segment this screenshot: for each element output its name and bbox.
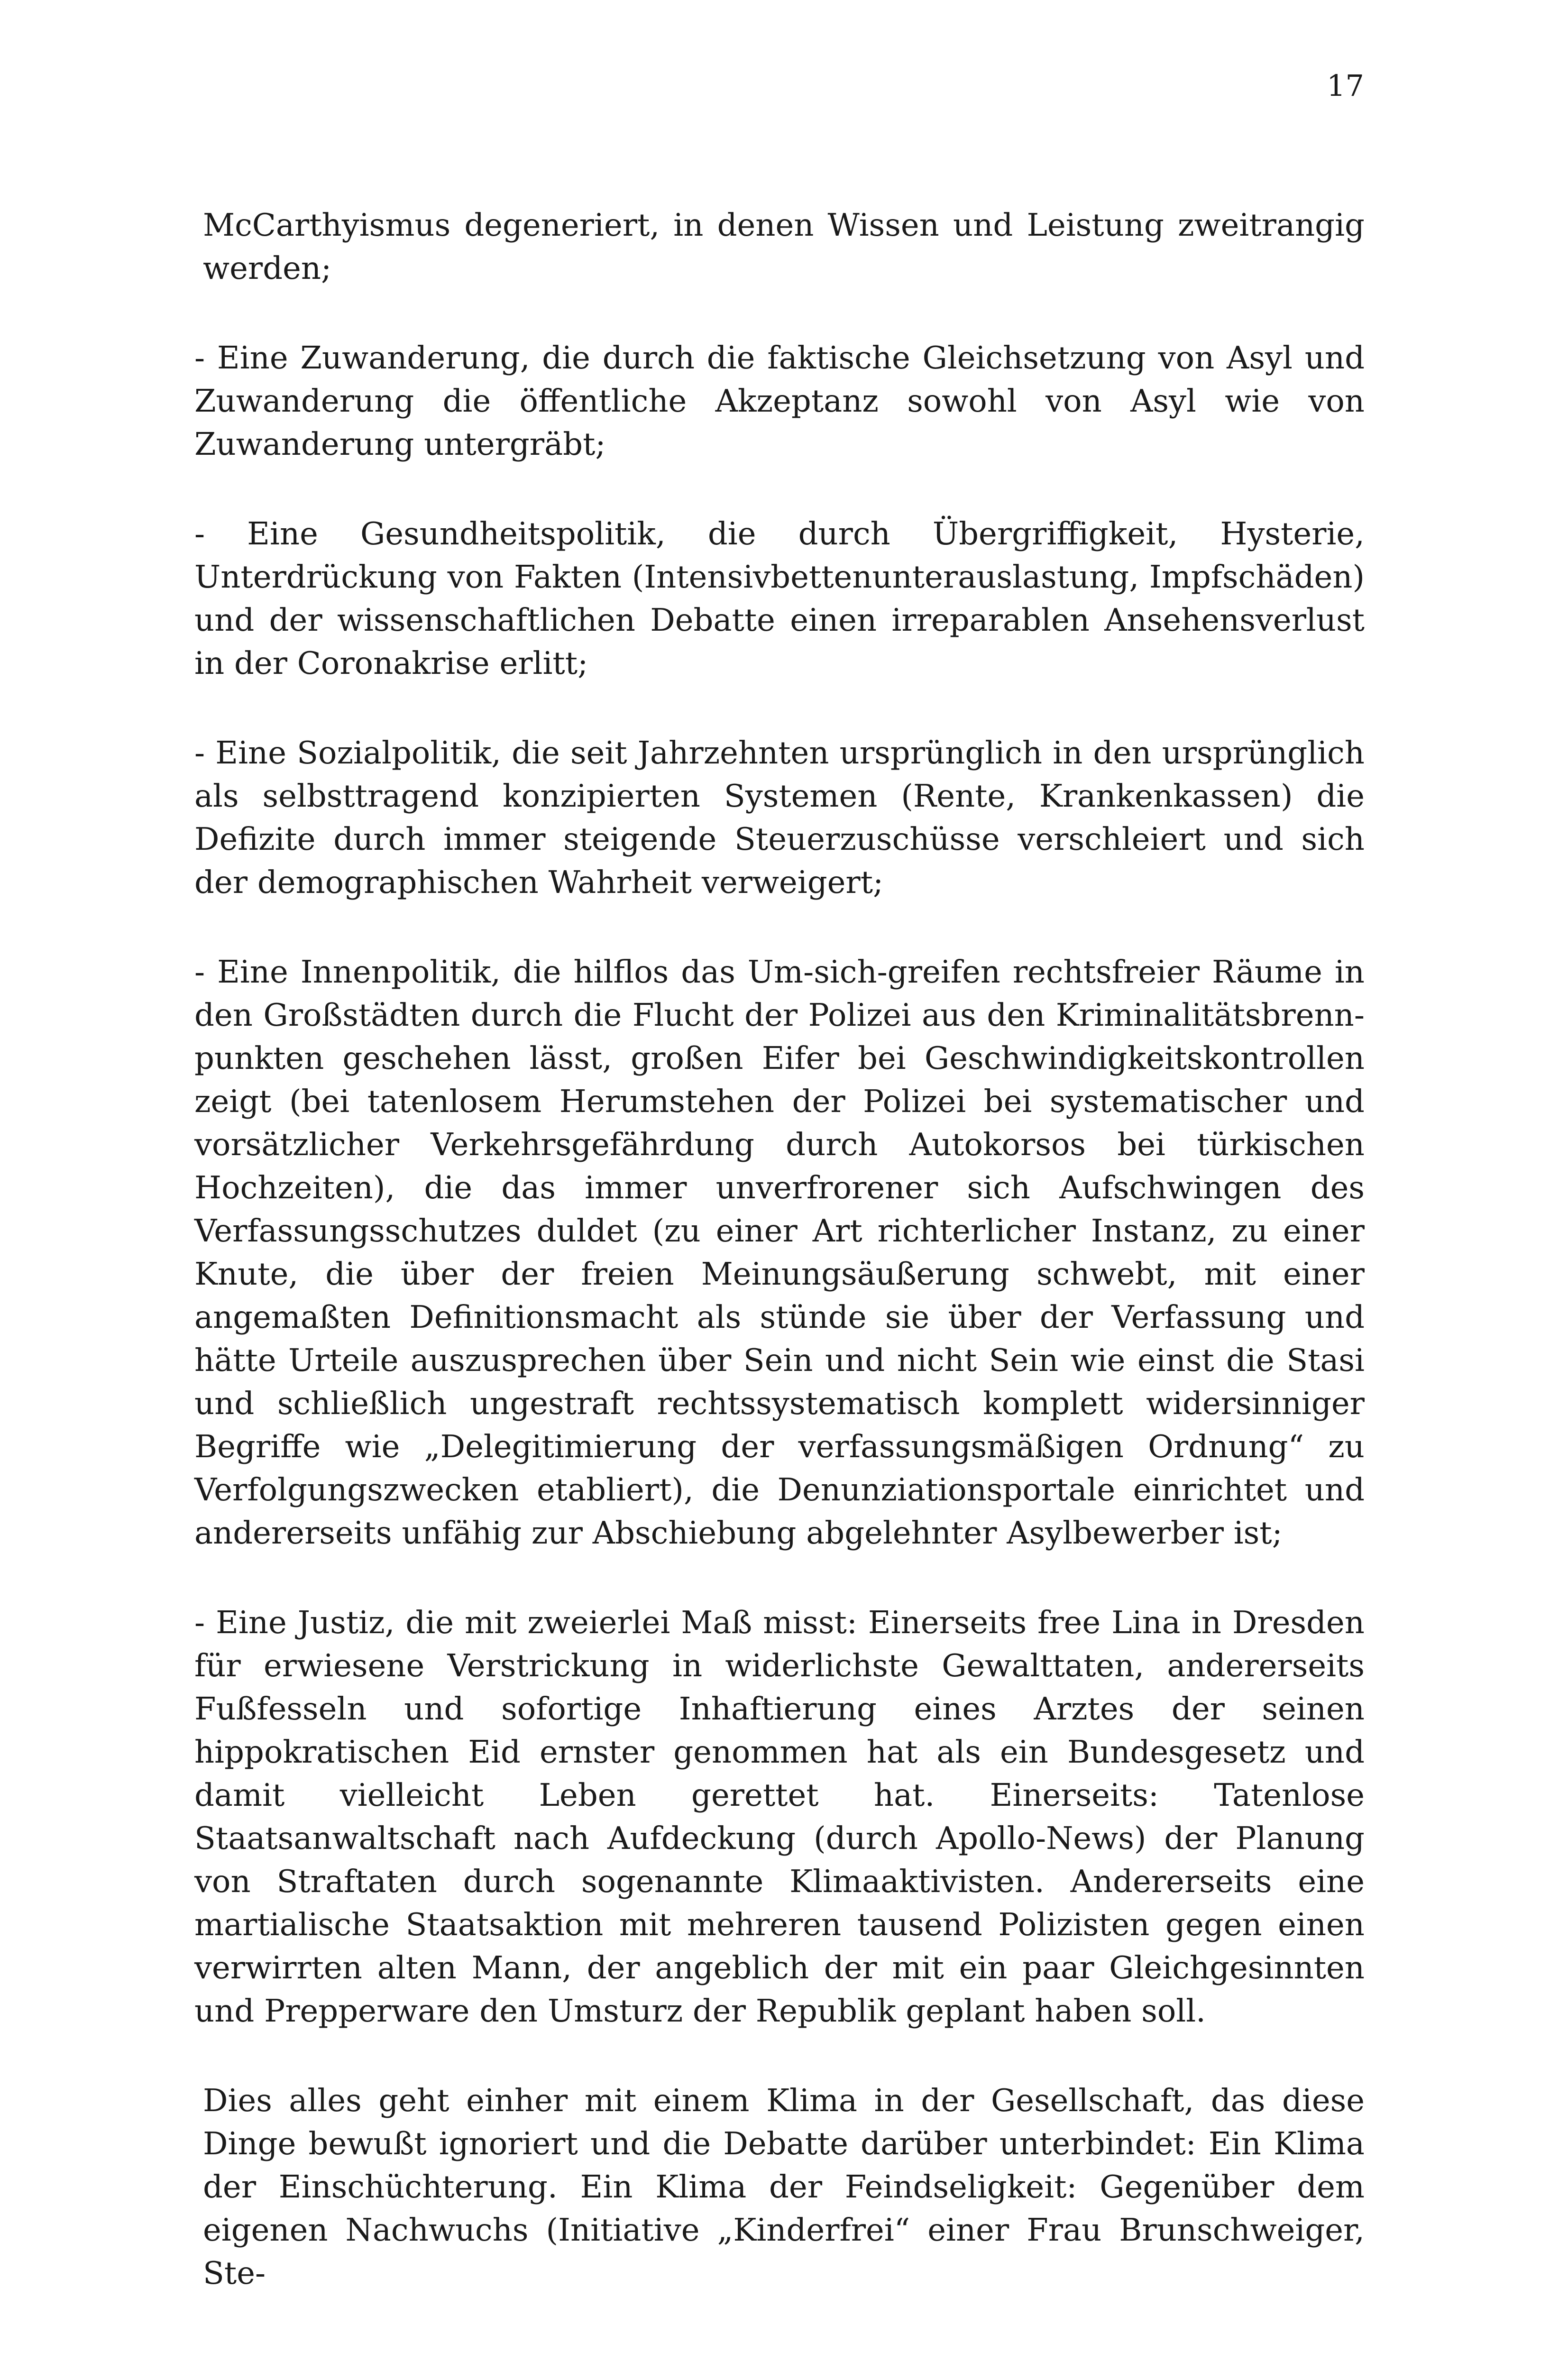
list-item-innenpolitik: - Eine Innenpolitik, die hilflos das Um-sich-greifen rechtsfreier Räume in den Großstädten durch die Flucht der Polizei aus den Kriminalitätsbrennpunkten geschehen lässt, großen Eifer bei Geschwindigkeitskontrollen zeigt (bei tatenlosem Herumstehen der Polizei bei systematischer und vorsätzlicher Verkehrsgefährdung durch Autokorsos bei türkischen Hochzeiten), die das immer unverfrorener sich Aufschwingen des Verfassungsschutzes duldet (zu einer Art richterlicher Instanz, zu einer Knute, die über der freien Meinungsäußerung schwebt, mit einer angemaßten Definitionsmacht als stünde sie über der Verfassung und hätte Urteile auszusprechen über Sein und nicht Sein wie einst die Stasi und schließlich ungestraft rechtssystematisch komplett widersinniger Begriffe wie „Delegitimierung der verfassungsmäßigen Ordnung“ zu Verfolgungszwecken etabliert), die Denunziationsportale einrichtet und andererseits unfähig zur Abschiebung abgelehnter Asylbewerber ist; [194,954,1365,1551]
page-number: 17 [1327,68,1364,103]
body-text [194,204,1365,2295]
list-item-zuwanderung: - Eine Zuwanderung, die durch die faktische Gleichsetzung von Asyl und Zuwanderung die öffentliche Akzeptanz sowohl von Asyl wie von Zuwanderung untergräbt; [194,340,1365,462]
list-item-sozialpolitik: - Eine Sozialpolitik, die seit Jahrzehnten ursprünglich in den ursprünglich als selbsttragend konzipierten Systemen (Rente, Krankenkassen) die Defizite durch immer steigende Steuerzuschüsse verschleiert und sich der demographischen Wahrheit verweigert; [194,735,1365,901]
paragraph-continuation: McCarthyismus degeneriert, in denen Wissen und Leistung zweitrangig werden; [203,207,1365,286]
paragraph-klima: Dies alles geht einher mit einem Klima in der Gesellschaft, das diese Dinge bewußt ignoriert und die Debatte darüber unterbindet: Ein Klima der Einschüchterung. Ein Klima der Feindseligkeit: Gegenüber dem eigenen Nachwuchs (Initiative „Kinderfrei“ einer Frau Brunschweiger, Ste- [203,2083,1365,2291]
list-item-gesundheitspolitik: - Eine Gesundheitspolitik, die durch Übergriffigkeit, Hysterie, Unterdrückung von Fakten (Intensivbettenunterauslastung, Impfschäden) und der wissenschaftlichen Debatte einen irreparablen Ansehensverlust in der Coronakrise erlitt; [194,516,1365,681]
list-item-justiz: - Eine Justiz, die mit zweierlei Maß misst: Einerseits free Lina in Dresden für erwiesene Verstrickung in widerlichste Gewalttaten, andererseits Fußfesseln und sofortige Inhaftierung eines Arztes der seinen hippokratischen Eid ernster genommen hat als ein Bundesgesetz und damit vielleicht Leben gerettet hat. Einerseits: Tatenlose Staatsanwaltschaft nach Aufdeckung (durch Apollo-News) der Planung von Straftaten durch sogenannte Klimaaktivisten. Andererseits eine martialische Staatsaktion mit mehreren tausend Polizisten gegen einen verwirrten alten Mann, der angeblich der mit ein paar Gleichgesinnten und Prepperware den Umsturz der Republik geplant haben soll. [194,1605,1365,2029]
